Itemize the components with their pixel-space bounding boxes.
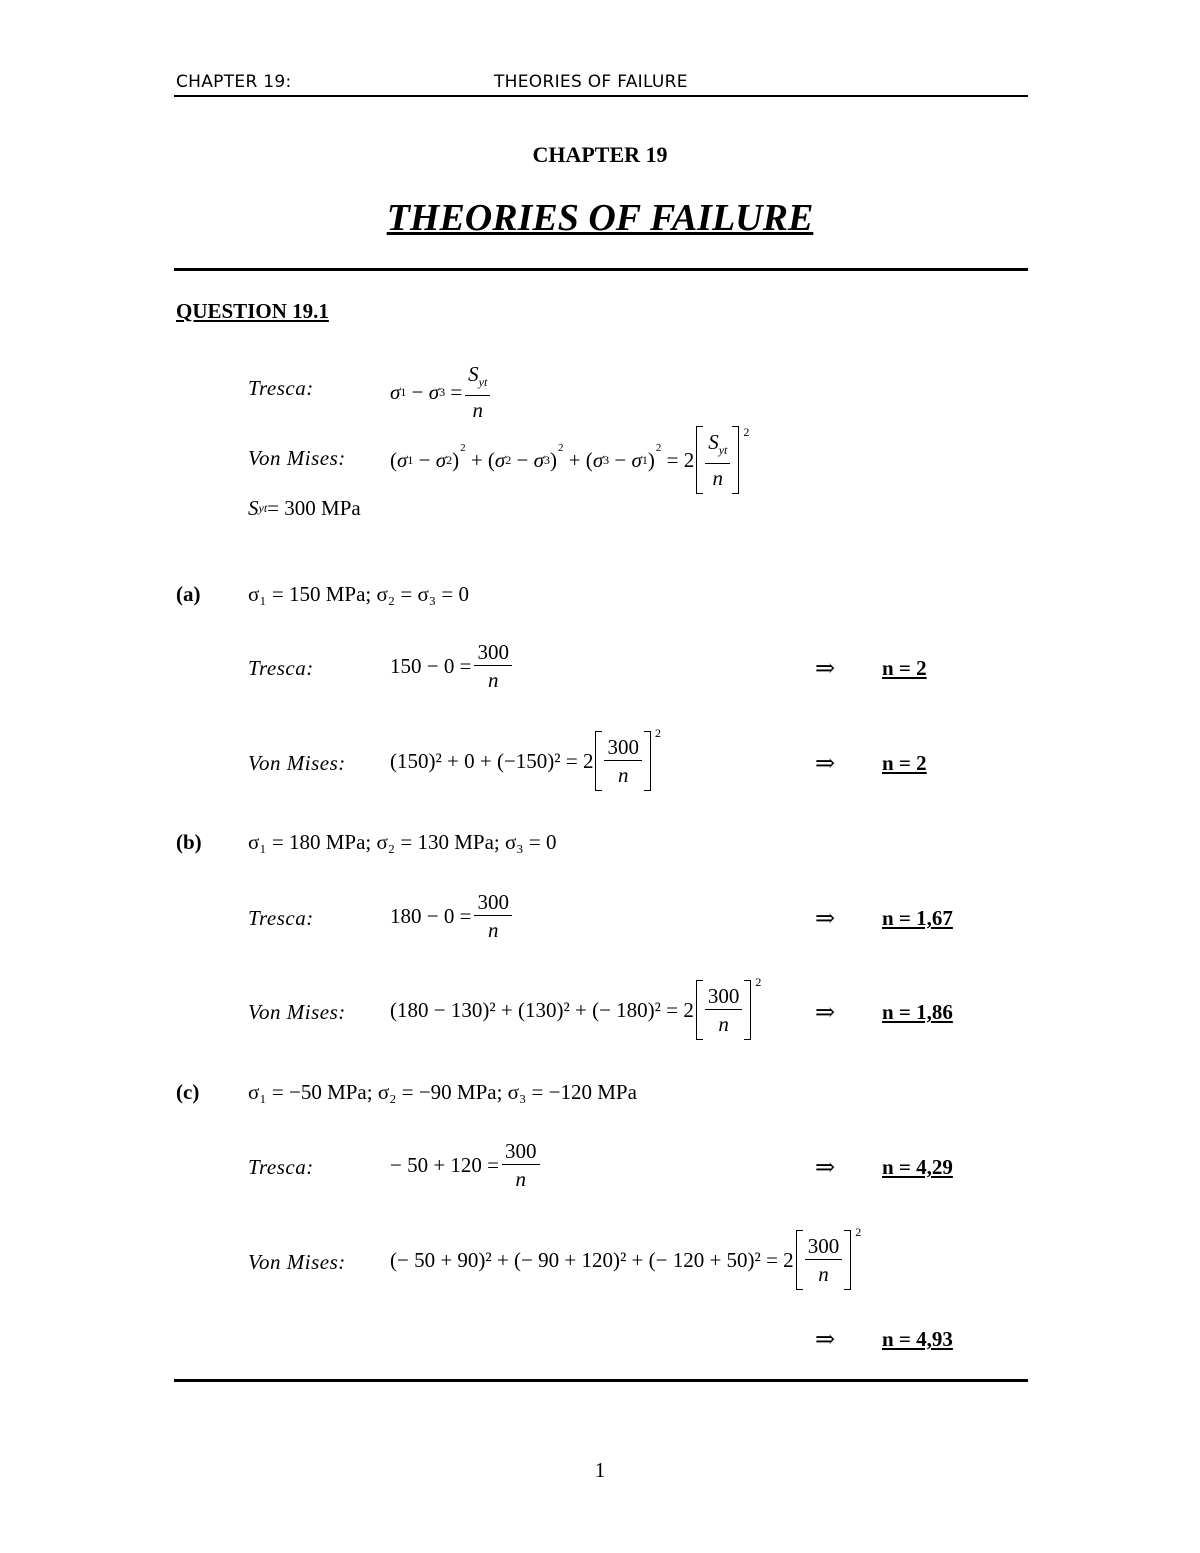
fraction-numerator: 300: [474, 890, 512, 916]
fraction-denominator: n: [487, 668, 499, 692]
part-a-von-mises-result: n = 2: [882, 751, 927, 775]
fraction-numerator: 300: [805, 1234, 843, 1260]
fraction-numerator: 300: [705, 984, 743, 1010]
running-header-title: THEORIES OF FAILURE: [494, 72, 688, 92]
fraction-numerator: 300: [604, 735, 642, 761]
implies-arrow: ⇒: [815, 1000, 836, 1026]
part-c-von-mises-result: n = 4,93: [882, 1327, 953, 1351]
part-b-tresca-lhs: 180 − 0 =: [390, 903, 472, 928]
part-a-label: (a): [176, 582, 201, 606]
tresca-label: Tresca:: [248, 376, 314, 400]
tresca-general-equation: σ 1 − σ 3 = $\frac{S_{yt}}{n}$: [390, 362, 493, 422]
question-label: QUESTION 19.1: [176, 299, 329, 323]
part-c-label: (c): [176, 1080, 200, 1104]
part-a-tresca-result: n = 2: [882, 656, 927, 680]
part-a-von-mises-equation: (150)² + 0 + (−150)² = 2 $\frac{300}{n}$ 2: [390, 725, 661, 787]
fraction-numerator: 300: [502, 1139, 540, 1165]
fraction-denominator: n: [718, 1012, 729, 1036]
page-number: 1: [594, 1458, 606, 1482]
title-rule: [174, 268, 1028, 271]
part-b-von-mises-equation: (180 − 130)² + (130)² + (− 180)² = 2 $\frac{300}{n}$ 2: [390, 974, 762, 1036]
part-b-tresca-label: Tresca:: [248, 906, 314, 930]
part-b-tresca-result: n = 1,67: [882, 906, 953, 930]
von-mises-label: Von Mises:: [248, 446, 346, 470]
implies-arrow: ⇒: [815, 751, 836, 777]
syt-symbol: S: [248, 496, 259, 520]
implies-arrow: ⇒: [815, 1327, 836, 1353]
syt-value: = 300 MPa: [267, 496, 361, 520]
fraction-denominator: n: [487, 918, 499, 942]
part-b-von-mises-result: n = 1,86: [882, 1000, 953, 1024]
footer-rule: [174, 1379, 1028, 1382]
syt-subscript: yt: [258, 501, 268, 515]
fraction-numerator: 300: [474, 640, 512, 666]
fraction-denominator: n: [818, 1262, 829, 1286]
part-c-von-mises-equation: (− 50 + 90)² + (− 90 + 120)² + (− 120 + 50)² = 2 $\frac{300}{n}$ 2: [390, 1224, 862, 1286]
implies-arrow: ⇒: [815, 656, 836, 682]
implies-arrow: ⇒: [815, 1155, 836, 1181]
part-a-von-mises-label: Von Mises:: [248, 751, 346, 775]
header-rule: [174, 95, 1028, 97]
part-b-tresca-equation: [390, 890, 515, 942]
part-c-tresca-lhs: − 50 + 120 =: [390, 1152, 500, 1177]
part-b-label: (b): [176, 830, 202, 854]
fraction-denominator: n: [617, 763, 629, 787]
part-c-tresca-label: Tresca:: [248, 1155, 314, 1179]
part-a-von-mises-lhs: (150)² + 0 + (−150)² = 2: [390, 748, 594, 773]
von-mises-general-equation: ( σ 1 − σ 2 ) 2 + ( σ 2 − σ 3 ) 2 + ( σ 3 − σ 1 ) 2 = 2 $\frac{S_{yt}}{n}$ 2: [390, 424, 750, 491]
part-b-von-mises-lhs: (180 − 130)² + (130)² + (− 180)² = 2: [390, 997, 694, 1022]
chapter-title: THEORIES OF FAILURE: [386, 197, 814, 239]
implies-arrow: ⇒: [815, 906, 836, 932]
running-header-left: CHAPTER 19:: [176, 72, 292, 92]
part-a-stresses: σ₁ = 150 MPa; σ₂ = σ₃ = 0: [248, 582, 469, 606]
part-b-von-mises-label: Von Mises:: [248, 1000, 346, 1024]
part-c-von-mises-label: Von Mises:: [248, 1250, 346, 1274]
part-a-tresca-label: Tresca:: [248, 656, 314, 680]
part-c-stresses: σ₁ = −50 MPa; σ₂ = −90 MPa; σ₃ = −120 MPa: [248, 1080, 637, 1104]
part-a-tresca-equation: [390, 640, 515, 692]
yield-strength-value: [248, 496, 361, 521]
part-a-tresca-lhs: 150 − 0 =: [390, 653, 472, 678]
part-c-tresca-equation: [390, 1139, 543, 1191]
chapter-number: CHAPTER 19: [532, 142, 668, 167]
fraction-denominator: n: [515, 1167, 527, 1191]
part-c-von-mises-lhs: (− 50 + 90)² + (− 90 + 120)² + (− 120 + 50)² = 2: [390, 1247, 794, 1272]
part-b-stresses: σ₁ = 180 MPa; σ₂ = 130 MPa; σ₃ = 0: [248, 830, 557, 854]
part-c-tresca-result: n = 4,29: [882, 1155, 953, 1179]
